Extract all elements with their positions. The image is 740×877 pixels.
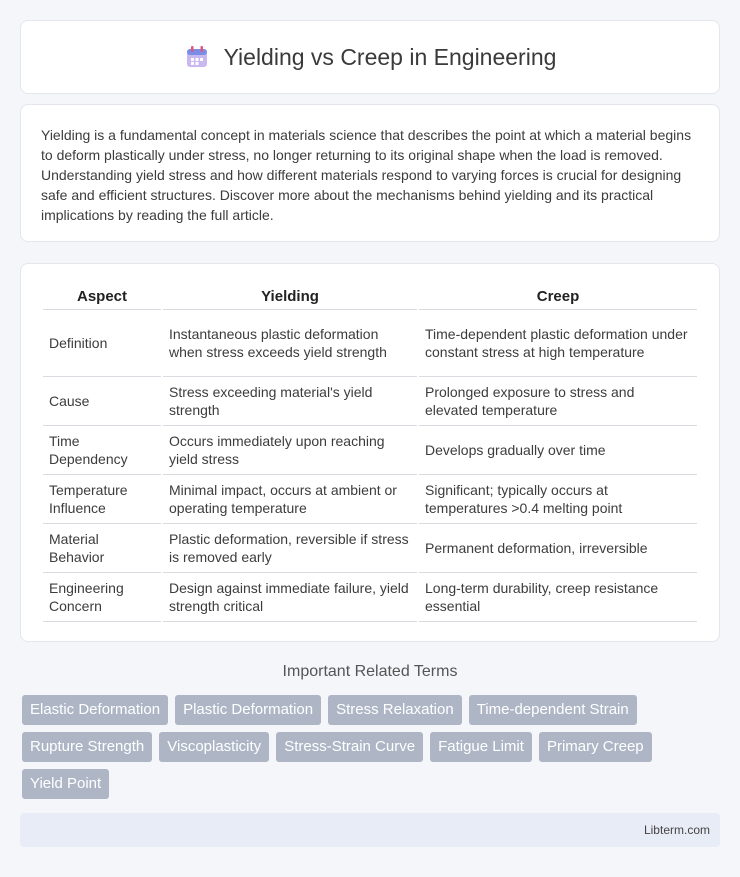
cell-yielding: Minimal impact, occurs at ambient or operating temperature — [163, 475, 417, 524]
tag-stress-relaxation[interactable]: Stress Relaxation — [328, 695, 462, 725]
tag-elastic-deformation[interactable]: Elastic Deformation — [22, 695, 168, 725]
tag-rupture-strength[interactable]: Rupture Strength — [22, 732, 152, 762]
cell-creep: Time-dependent plastic deformation under constant stress at high temperature — [419, 310, 697, 377]
cell-creep: Long-term durability, creep resistance essential — [419, 573, 697, 622]
intro-text: Yielding is a fundamental concept in materials science that describes the point at which a material begins to deform plastically under stress, no longer returning to its original shape when the load is removed. Understanding yield stress and how different materials respond to varying forces is crucial for designing safe and efficient structures. Discover more about the mechanisms behind yielding and its practical implications by reading the full article. — [41, 127, 692, 223]
related-terms-title: Important Related Terms — [282, 663, 458, 680]
footer-site-link[interactable]: Libterm.com — [643, 823, 710, 837]
header-yielding: Yielding — [163, 284, 417, 310]
tag-plastic-deformation[interactable]: Plastic Deformation — [175, 695, 321, 725]
table-row — [43, 524, 697, 573]
cell-aspect: Engineering Concern — [43, 573, 161, 622]
cell-aspect: Time Dependency — [43, 426, 161, 475]
cell-creep: Develops gradually over time — [419, 426, 697, 475]
cell-yielding: Occurs immediately upon reaching yield stress — [163, 426, 417, 475]
cell-creep: Permanent deformation, irreversible — [419, 524, 697, 573]
related-terms-tags — [22, 695, 722, 799]
tag-time-dependent-strain[interactable]: Time-dependent Strain — [469, 695, 637, 725]
cell-creep: Significant; typically occurs at temperatures >0.4 melting point — [419, 475, 697, 524]
header-card — [20, 20, 720, 94]
table-row — [43, 426, 697, 475]
table-row — [43, 377, 697, 426]
table-row — [43, 310, 697, 377]
cell-aspect: Temperature Influence — [43, 475, 161, 524]
cell-aspect: Cause — [43, 377, 161, 426]
cell-yielding: Stress exceeding material's yield strength — [163, 377, 417, 426]
cell-aspect: Definition — [43, 310, 161, 377]
tag-primary-creep[interactable]: Primary Creep — [539, 732, 652, 762]
footer — [20, 813, 720, 847]
tag-yield-point[interactable]: Yield Point — [22, 769, 109, 799]
calendar-icon — [184, 44, 210, 70]
cell-yielding: Plastic deformation, reversible if stress is removed early — [163, 524, 417, 573]
cell-creep: Prolonged exposure to stress and elevated temperature — [419, 377, 697, 426]
header-creep: Creep — [419, 284, 697, 310]
cell-yielding: Instantaneous plastic deformation when stress exceeds yield strength — [163, 310, 417, 377]
table-row — [43, 475, 697, 524]
table-row — [43, 573, 697, 622]
comparison-table-card — [20, 263, 720, 642]
table-header-row — [43, 284, 697, 310]
tag-stress-strain-curve[interactable]: Stress-Strain Curve — [276, 732, 423, 762]
tag-viscoplasticity[interactable]: Viscoplasticity — [159, 732, 269, 762]
page-title: Yielding vs Creep in Engineering — [223, 43, 557, 70]
cell-aspect: Material Behavior — [43, 524, 161, 573]
header-aspect: Aspect — [43, 284, 161, 310]
tag-fatigue-limit[interactable]: Fatigue Limit — [430, 732, 532, 762]
comparison-table — [41, 284, 699, 622]
intro-card — [20, 104, 720, 242]
cell-yielding: Design against immediate failure, yield strength critical — [163, 573, 417, 622]
